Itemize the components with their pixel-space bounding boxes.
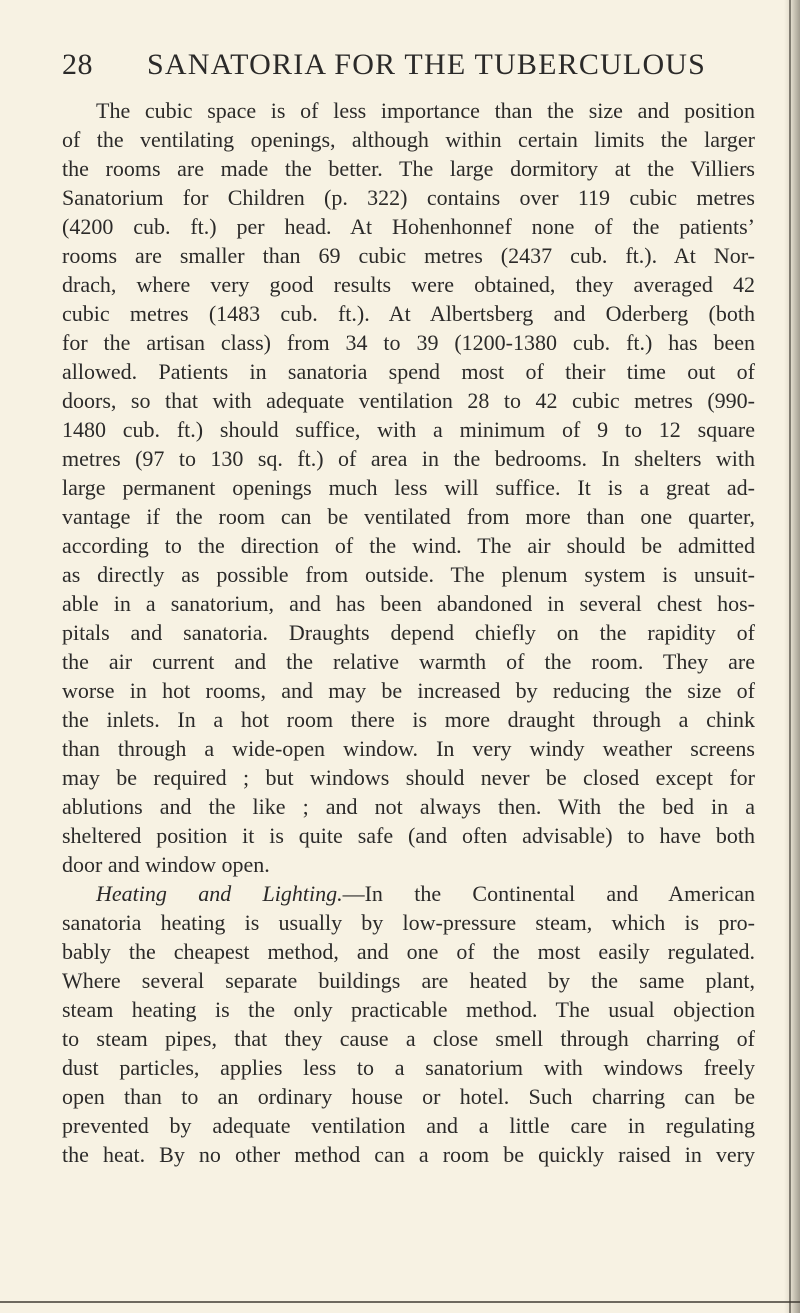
text-line: steam heating is the only practicable method. The usual objection bbox=[62, 997, 755, 1022]
text-line: allowed. Patients in sanatoria spend most of their time out of bbox=[62, 359, 755, 384]
page-header bbox=[62, 48, 762, 88]
body-text bbox=[62, 96, 755, 1169]
text-line: drach, where very good results were obtained, they averaged 42 bbox=[62, 272, 755, 297]
text-line: the air current and the relative warmth of the room. They are bbox=[62, 649, 755, 674]
page-number: 28 bbox=[62, 48, 93, 81]
page-bottom-edge bbox=[0, 1301, 800, 1303]
text-line: prevented by adequate ventilation and a little care in regulating bbox=[62, 1113, 755, 1138]
text-line-rest: —In the Continental and American bbox=[342, 881, 756, 906]
text-line: The cubic space is of less importance than the size and position bbox=[96, 98, 755, 123]
text-line: the heat. By no other method can a room be quickly raised in very bbox=[62, 1142, 755, 1167]
text-line: may be required ; but windows should never be closed except for bbox=[62, 765, 755, 790]
text-line: the rooms are made the better. The large dormitory at the Villiers bbox=[62, 156, 755, 181]
text-line: worse in hot rooms, and may be increased by reducing the size of bbox=[62, 678, 755, 703]
text-line: doors, so that with adequate ventilation 28 to 42 cubic metres (990- bbox=[62, 388, 755, 413]
text-line: to steam pipes, that they cause a close smell through charring of bbox=[62, 1026, 755, 1051]
text-line: 1480 cub. ft.) should suffice, with a minimum of 9 to 12 square bbox=[62, 417, 755, 442]
text-line: the inlets. In a hot room there is more draught through a chink bbox=[62, 707, 755, 732]
text-line: door and window open. bbox=[62, 852, 270, 877]
text-line: for the artisan class) from 34 to 39 (1200-1380 cub. ft.) has been bbox=[62, 330, 755, 355]
text-line: (4200 cub. ft.) per head. At Hohenhonnef none of the patients’ bbox=[62, 214, 755, 239]
text-line: Sanatorium for Children (p. 322) contains over 119 cubic metres bbox=[62, 185, 755, 210]
text-line: open than to an ordinary house or hotel. Such charring can be bbox=[62, 1084, 755, 1109]
text-line: bably the cheapest method, and one of the most easily regulated. bbox=[62, 939, 755, 964]
text-line: metres (97 to 130 sq. ft.) of area in the bedrooms. In shelters with bbox=[62, 446, 755, 471]
text-line: large permanent openings much less will suffice. It is a great ad- bbox=[62, 475, 755, 500]
text-line: pitals and sanatoria. Draughts depend chiefly on the rapidity of bbox=[62, 620, 755, 645]
section-lead-line bbox=[62, 879, 755, 908]
text-line: than through a wide-open window. In very windy weather screens bbox=[62, 736, 755, 761]
page-edge-shadow bbox=[784, 0, 800, 1313]
text-line: as directly as possible from outside. The plenum system is unsuit- bbox=[62, 562, 755, 587]
text-line: cubic metres (1483 cub. ft.). At Albertsberg and Oderberg (both bbox=[62, 301, 755, 326]
text-line: able in a sanatorium, and has been abandoned in several chest hos- bbox=[62, 591, 755, 616]
text-line: sheltered position it is quite safe (and often advisable) to have both bbox=[62, 823, 755, 848]
text-line: rooms are smaller than 69 cubic metres (2437 cub. ft.). At Nor- bbox=[62, 243, 755, 268]
text-line: Where several separate buildings are heated by the same plant, bbox=[62, 968, 755, 993]
text-line: vantage if the room can be ventilated from more than one quarter, bbox=[62, 504, 755, 529]
page-edge-line bbox=[789, 0, 791, 1313]
text-line: dust particles, applies less to a sanatorium with windows freely bbox=[62, 1055, 755, 1080]
running-head: SANATORIA FOR THE TUBERCULOUS bbox=[147, 48, 707, 81]
text-line: according to the direction of the wind. The air should be admitted bbox=[62, 533, 755, 558]
text-line: ablutions and the like ; and not always then. With the bed in a bbox=[62, 794, 755, 819]
text-line: of the ventilating openings, although within certain limits the larger bbox=[62, 127, 755, 152]
text-line: sanatoria heating is usually by low-pressure steam, which is pro- bbox=[62, 910, 755, 935]
section-heading-inline: Heating and Lighting. bbox=[96, 881, 343, 906]
